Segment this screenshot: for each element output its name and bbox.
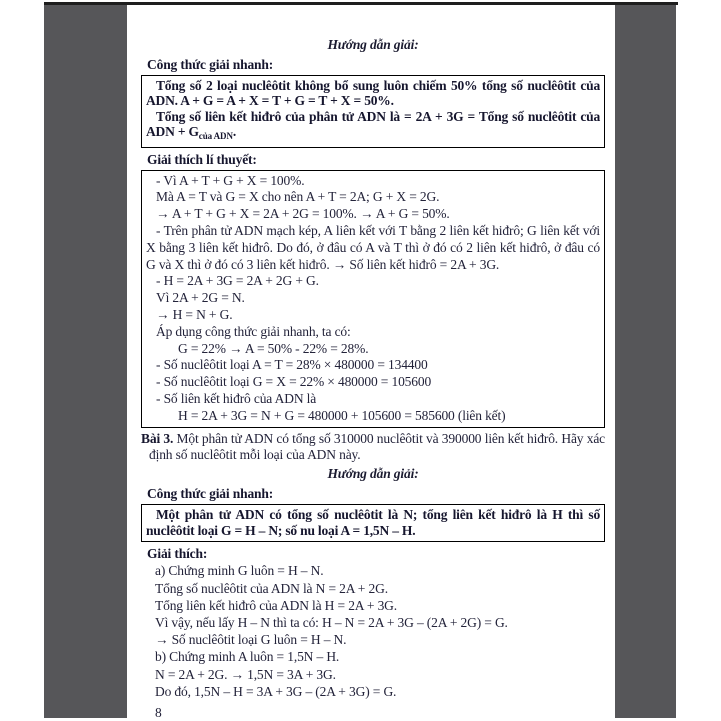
guide-heading-2: Hướng dẫn giải: (327, 466, 419, 482)
theory-line: - Số nuclêôtit loại G = X = 22% × 480000 = 105600 (156, 374, 432, 390)
theory-line: Mà A = T và G = X cho nên A + T = 2A; G + X = 2G. (156, 189, 440, 205)
formula-box-1 (141, 75, 605, 148)
theory-line: Áp dụng công thức giải nhanh, ta có: (156, 323, 351, 339)
exercise-3-statement (141, 431, 605, 464)
theory-line: - Số nuclêôtit loại A = T = 28% × 480000 = 134400 (156, 357, 428, 373)
theory-line: - Số liên kết hiđrô của ADN là (156, 390, 317, 406)
explain-label: Giải thích: (147, 546, 208, 562)
formula-box-1-p2-text: Tổng số liên kết hiđrô của phân tử ADN là = 2A + 3G = Tổng số nuclêôtit của ADN + G (146, 108, 600, 140)
theory-box (141, 170, 605, 428)
formula-box-1-subscript: của ADN (198, 131, 233, 142)
explain-section (141, 562, 605, 700)
formula-box-2-text: Một phân tử ADN có tổng số nuclêôtit là N; tổng liên kết hiđrô là H thì số nuclêôtit loại G = H – N; số nu loại A = 1,5N – H. (146, 507, 600, 539)
formula-box-1-p2-end: . (232, 124, 237, 140)
exercise-3-label: Bài 3. (141, 430, 174, 446)
theory-line: H = 2A + 3G = N + G = 480000 + 105600 = 585600 (liên kết) (178, 407, 506, 423)
explain-line: a) Chứng minh G luôn = H – N. (155, 563, 324, 579)
explain-line: b) Chứng minh A luôn = 1,5N – H. (155, 649, 340, 665)
explain-line: Tổng số nuclêôtit của ADN là N = 2A + 2G. (155, 580, 388, 596)
explain-line: Vì vậy, nếu lấy H – N thì ta có: H – N = 2A + 3G – (2A + 2G) = G. (155, 615, 508, 630)
formula-box-1-p1: Tổng số 2 loại nuclêôtit không bổ sung luôn chiếm 50% tổng số nuclêôtit của ADN. A + G = A + X = T + G = T + X = 50%. (146, 78, 600, 109)
formula-box-1-p2 (146, 109, 600, 145)
guide-heading-1: Hướng dẫn giải: (327, 37, 419, 52)
page-number: 8 (155, 705, 162, 721)
theory-line: → H = N + G. (156, 307, 233, 322)
formula-label-2: Công thức giải nhanh: (147, 486, 274, 502)
explain-line: N = 2A + 2G. → 1,5N = 3A + 3G. (155, 666, 336, 682)
theory-line: → A + T + G + X = 2A + 2G = 100%. → A + G = 50%. (156, 206, 450, 222)
formula-label-1: Công thức giải nhanh: (147, 57, 274, 72)
document-page (127, 5, 615, 721)
explain-line: Tổng liên kết hiđrô của ADN là H = 2A + 3G. (155, 597, 397, 613)
theory-line: - Trên phân tử ADN mạch kép, A liên kết với T bằng 2 liên kết hiđrô; G liên kết với X bằng 3 liên kết hiđrô. Do đó, ở đâu có A và T thì ở đó có 2 liên kết hiđrô, ở đâu có G và X thì ở đó có 3 liên kết hiđrô. → Số liên kết hiđrô = 2A + 3G. (146, 223, 600, 272)
theory-line: - H = 2A + 3G = 2A + 2G + G. (156, 273, 319, 289)
exercise-3-text: Một phân tử ADN có tổng số 310000 nuclêôtit và 390000 liên kết hiđrô. Hãy xác định số nuclêôtit mỗi loại của ADN này. (149, 430, 605, 462)
right-gutter-strip (615, 5, 676, 718)
explain-line: Do đó, 1,5N – H = 3A + 3G – (2A + 3G) = G. (155, 683, 397, 699)
theory-line: G = 22% → A = 50% - 22% = 28%. (178, 340, 369, 356)
formula-box-2 (141, 504, 605, 542)
theory-label: Giải thích lí thuyết: (147, 151, 257, 167)
theory-line: - Vì A + T + G + X = 100%. (156, 172, 305, 188)
theory-line: Vì 2A + 2G = N. (156, 290, 245, 306)
left-gutter-strip (44, 5, 127, 718)
explain-line: → Số nuclêôtit loại G luôn = H – N. (155, 632, 347, 648)
